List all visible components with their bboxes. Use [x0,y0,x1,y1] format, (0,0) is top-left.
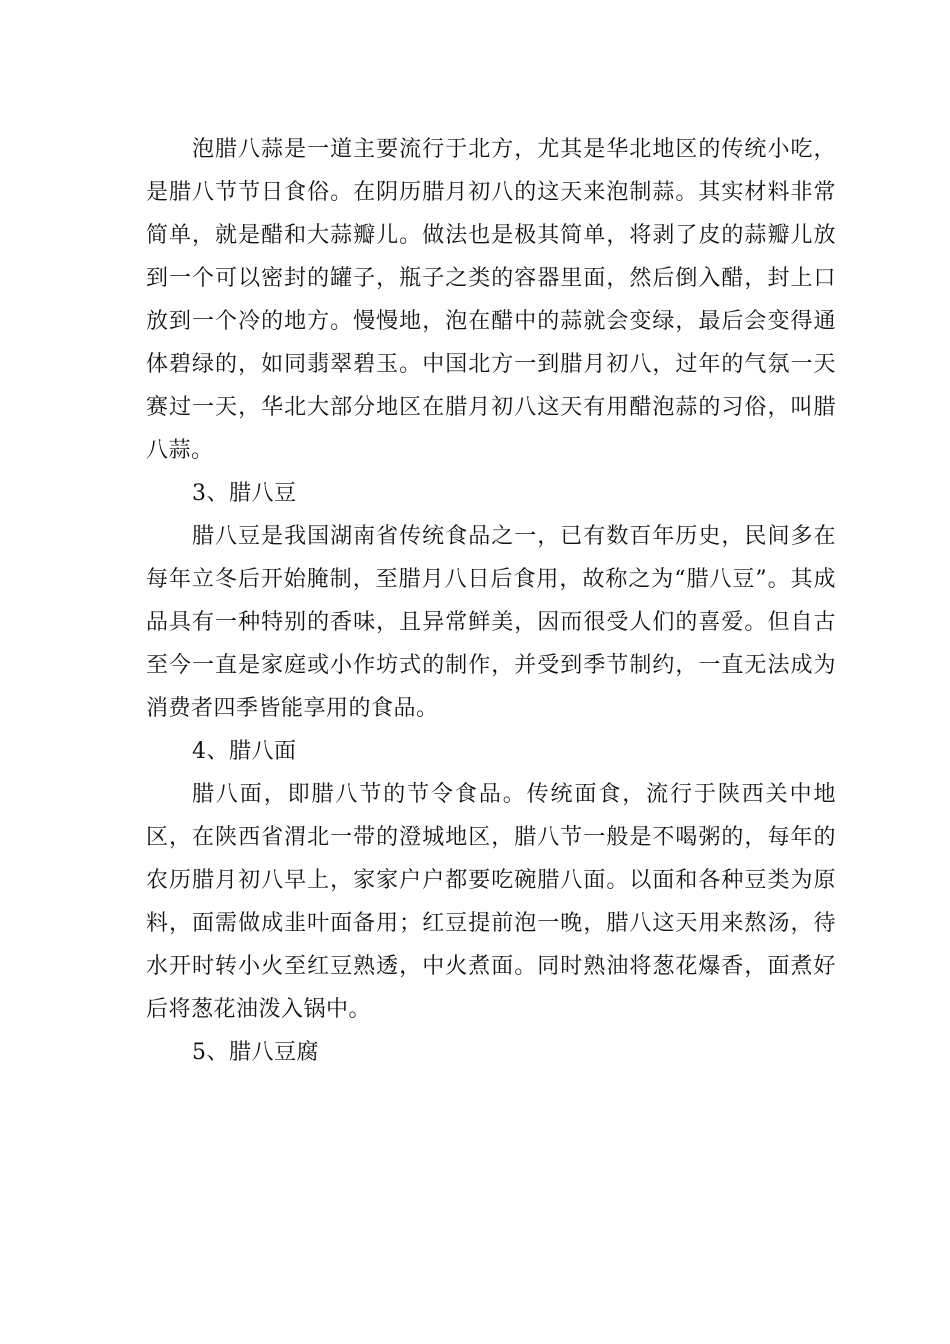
section-heading-laba-beans: 3、腊八豆 [192,481,297,506]
paragraph-laba-beans: 腊八豆是我国湖南省传统食品之一，已有数百年历史，民间多在每年立冬后开始腌制，至腊月八日后食用，故称之为“腊八豆”。其成品具有一种特别的香味，且异常鲜美，因而很受人们的喜爱。但自古至今一直是家庭或小作坊式的制作，并受到季节制约，一直无法成为消费者四季皆能享用的食品。 [146,524,836,721]
document-body [146,128,836,1074]
section-heading-laba-tofu: 5、腊八豆腐 [192,1040,319,1065]
section-heading-laba-noodles: 4、腊八面 [192,739,297,764]
paragraph-laba-noodles: 腊八面，即腊八节的节令食品。传统面食，流行于陕西关中地区，在陕西省渭北一带的澄城地区，腊八节一般是不喝粥的，每年的农历腊月初八早上，家家户户都要吃碗腊八面。以面和各种豆类为原料，面需做成韭叶面备用；红豆提前泡一晚，腊八这天用来熬汤，待水开时转小火至红豆熟透，中火煮面。同时熟油将葱花爆香，面煮好后将葱花油泼入锅中。 [146,782,836,1022]
paragraph-laba-garlic: 泡腊八蒜是一道主要流行于北方，尤其是华北地区的传统小吃，是腊八节节日食俗。在阴历腊月初八的这天来泡制蒜。其实材料非常简单，就是醋和大蒜瓣儿。做法也是极其简单，将剥了皮的蒜瓣儿放到一个可以密封的罐子，瓶子之类的容器里面，然后倒入醋，封上口放到一个冷的地方。慢慢地，泡在醋中的蒜就会变绿，最后会变得通体碧绿的，如同翡翠碧玉。中国北方一到腊月初八，过年的气氛一天赛过一天，华北大部分地区在腊月初八这天有用醋泡蒜的习俗，叫腊八蒜。 [146,137,836,463]
